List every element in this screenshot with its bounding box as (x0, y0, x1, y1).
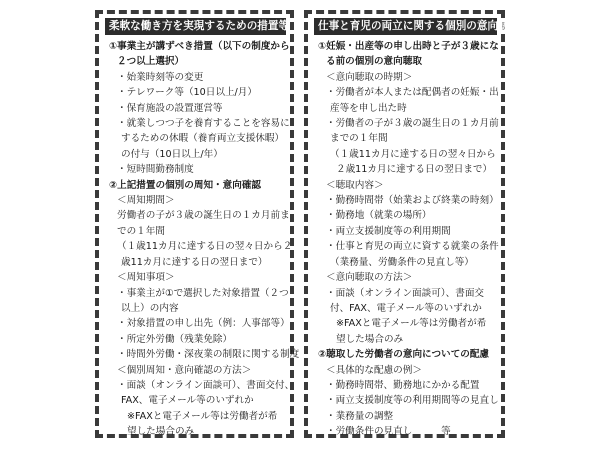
text-line: ＜意向聴取の時期＞ (326, 71, 413, 83)
text-line: ２つ以上選択） (117, 56, 185, 68)
text-line: ②上記措置の個別の周知・意向確認 (109, 179, 262, 191)
text-line: 労働者の子が３歳の誕生日の１カ月前ま (117, 210, 290, 222)
text-line: ・テレワーク等（10日以上/月） (117, 87, 257, 99)
right-panel-title: 仕事と育児の両立に関する個別の意向聴取・配慮 (314, 18, 497, 35)
right-panel (304, 10, 552, 438)
text-line: ①事業主が講ずべき措置（以下の制度から (109, 41, 290, 52)
text-line: ・短時間勤務制度 (117, 164, 194, 176)
text-line: ＜具体的な配慮の例＞ (326, 364, 422, 376)
text-line: ②聴取した労働者の意向についての配慮 (318, 349, 490, 361)
text-line: ・業務量の調整 (326, 410, 394, 422)
text-line: 産等を申し出た時 (330, 102, 407, 114)
text-line: ＜個別周知・意向確認の方法＞ (117, 364, 252, 376)
text-line: ・両立支援制度等の利用期間 (326, 225, 451, 237)
text-line: 歳11カ月に達する日の翌日まで） (121, 256, 268, 268)
left-panel (95, 10, 300, 438)
text-line: る前の個別の意向聴取 (326, 56, 422, 68)
text-line: での１年間 (117, 225, 165, 237)
text-line: ・事業主が①で選択した対象措置（２つ (117, 287, 289, 299)
text-line: （業務量、労働条件の見直し等） (330, 256, 474, 268)
text-line: ・仕事と育児の両立に資する就業の条件 (326, 241, 499, 253)
text-line: ・勤務地（就業の場所） (326, 210, 432, 222)
text-line: 望した場合のみ (336, 333, 404, 345)
text-line: （１歳11カ月に達する日の翌々日から (330, 148, 496, 160)
text-line: ＜意向聴取の方法＞ (326, 272, 413, 284)
text-line: ＜聴取内容＞ (326, 179, 384, 191)
text-line: ※FAXと電子メール等は労働者が希 (336, 318, 487, 330)
text-line: ・労働条件の見直し 等 (326, 426, 451, 438)
text-line: ・勤務時間帯、勤務地にかかる配置 (326, 379, 480, 391)
text-line: ・始業時刻等の変更 (117, 71, 204, 83)
text-line: 付、FAX、電子メール等のいずれか (330, 302, 482, 314)
text-line: ・就業しつつ子を養育することを容易に (117, 118, 290, 130)
text-line: ・労働者の子が３歳の誕生日の１カ月前 (326, 118, 499, 130)
text-line: ・両立支援制度等の利用期間等の見直し (326, 395, 499, 407)
right-panel-body (318, 39, 499, 440)
text-line: するための休暇（養育両立支援休暇） (121, 133, 285, 145)
text-line: ※FAXと電子メール等は労働者が希 (127, 410, 278, 422)
text-line: ・保育施設の設置運営等 (117, 102, 223, 114)
text-line: 以上）の内容 (121, 302, 179, 314)
text-line: 望した場合のみ (127, 426, 195, 438)
text-line: ①妊娠・出産等の申し出時と子が３歳にな (318, 41, 499, 52)
text-line: の付与（10日以上/年） (121, 148, 223, 160)
text-line: ・面談（オンライン面談可）、書面交 (326, 287, 485, 299)
text-line: ・面談（オンライン面談可）、書面交付、 (117, 379, 295, 391)
text-line: ＜周知事項＞ (117, 272, 175, 284)
left-panel-title: 柔軟な働き方を実現するための措置等 (105, 18, 286, 35)
left-panel-body (109, 39, 300, 440)
text-line: （１歳11カ月に達する日の翌々日から２ (117, 241, 293, 253)
text-line: までの１年間 (330, 133, 388, 145)
text-line: ・労働者が本人または配偶者の妊娠・出 (326, 87, 499, 99)
text-line: ・対象措置の申し出先（例：人事部等） (117, 318, 290, 330)
text-line: ・時間外労働・深夜業の制限に関する制度 (117, 349, 300, 361)
text-line: ＜周知期間＞ (117, 195, 175, 207)
text-line: ２歳11カ月に達する日の翌日まで） (336, 164, 493, 176)
text-line: ・所定外労働（残業免除） (117, 333, 233, 345)
text-line: ・勤務時間帯（始業および終業の時刻） (326, 195, 499, 207)
text-line: FAX、電子メール等のいずれか (121, 395, 254, 407)
